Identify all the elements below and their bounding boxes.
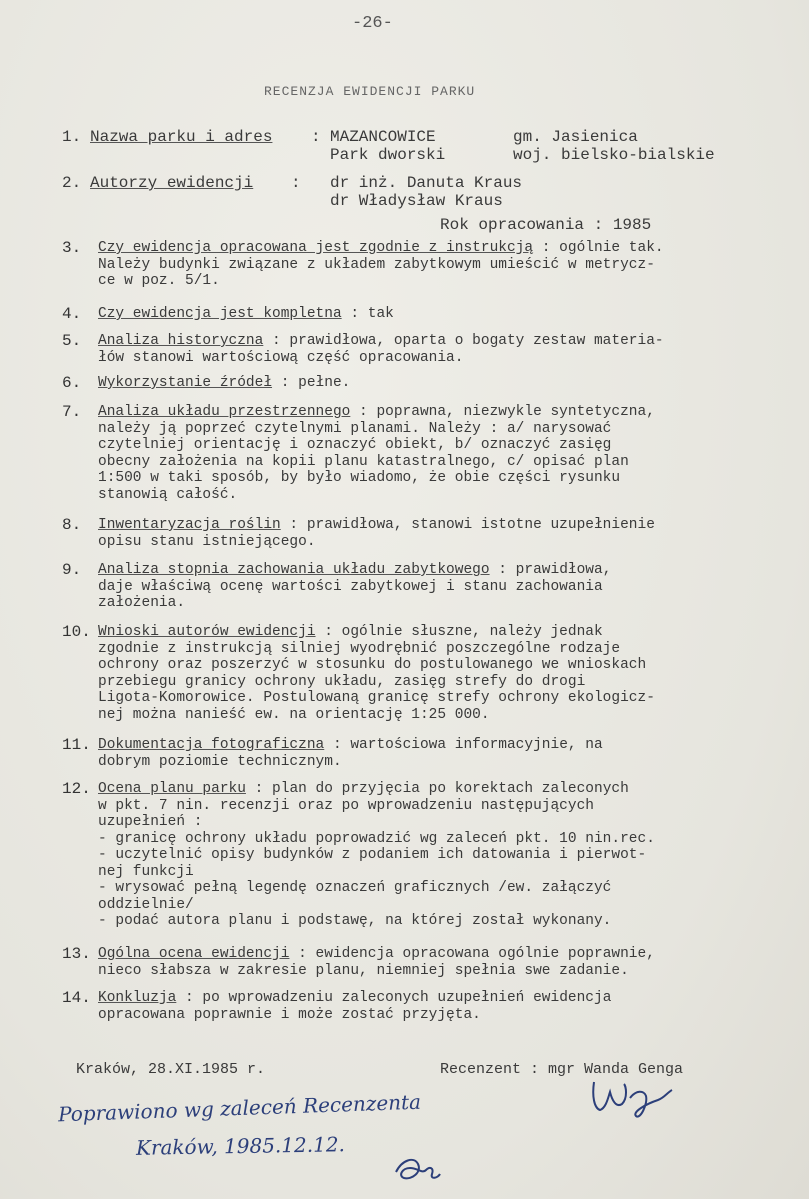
item-13-number: 13. (62, 945, 91, 963)
handwritten-note-line-1: Poprawiono wg zaleceń Recenzenta (57, 1089, 422, 1127)
item-11-text: : wartościowa informacyjnie, na dobrym poziomie technicznym. (98, 737, 603, 770)
item-8-text: : prawidłowa, stanowi istotne uzupełnienie opisu stanu istniejącego. (98, 517, 655, 550)
item-3 (62, 240, 802, 290)
item-11 (62, 737, 802, 770)
item-2-separator: : (291, 174, 301, 192)
item-3-text: : ogólnie tak. Należy budynki związane z układem zabytkowym umieścić w metrycz- ce w poz. 5/1. (98, 240, 664, 289)
item-3-number: 3. (62, 239, 82, 257)
item-14-text: : po wprowadzeniu zaleconych uzupełnień ewidencja opracowana poprawnie i może zostać przyjęta. (98, 990, 612, 1023)
item-4 (62, 306, 802, 323)
item-4-label: Czy ewidencja jest kompletna (98, 306, 342, 322)
item-9-number: 9. (62, 561, 82, 579)
item-10-label: Wnioski autorów ewidencji (98, 624, 316, 640)
year-line: Rok opracowania : 1985 (440, 216, 652, 234)
item-7-label: Analiza układu przestrzennego (98, 404, 351, 420)
item-11-number: 11. (62, 736, 91, 754)
item-13-label: Ogólna ocena ewidencji (98, 946, 290, 962)
item-13-text: : ewidencja opracowana ogólnie poprawnie, nieco słabsza w zakresie planu, niemniej spełnia swe zadanie. (98, 946, 655, 979)
page-number: -26- (352, 14, 393, 33)
park-type: Park dworski (330, 146, 446, 164)
item-4-number: 4. (62, 305, 82, 323)
park-name: MAZANCOWICE (330, 128, 436, 146)
item-1-label: Nazwa parku i adres (90, 128, 273, 146)
item-7 (62, 404, 802, 503)
item-7-text: : poprawna, niezwykle syntetyczna, należy ją poprzeć czytelnymi planami. Należy : a/ narysować czytelniej orientację i oznaczyć obiekt, b/ oznaczyć zasięg obecny założenia na kopii planu katastralnego, c/ opisać plan 1:500 w taki sposób, by było wiadomo, że obie części rysunku stanowią całość. (98, 404, 655, 503)
item-5-number: 5. (62, 332, 82, 350)
item-9-text: : prawidłowa, daje właściwą ocenę wartości zabytkowej i stanu zachowania założenia. (98, 562, 612, 611)
item-12-label: Ocena planu parku (98, 781, 246, 797)
reviewer-signature-mark (588, 1076, 678, 1126)
gmina: gm. Jasienica (513, 128, 638, 146)
item-1-number: 1. (62, 128, 82, 146)
item-14-label: Konkluzja (98, 990, 177, 1006)
item-2-number: 2. (62, 174, 82, 192)
item-12-number: 12. (62, 780, 91, 798)
item-8-label: Inwentaryzacja roślin (98, 517, 281, 533)
item-5 (62, 333, 802, 366)
item-11-label: Dokumentacja fotograficzna (98, 737, 325, 753)
item-10-text: : ogólnie słuszne, należy jednak zgodnie z instrukcją silniej wyodrębnić poszczególne rodzaje ochrony oraz poszerzyć w stosunku do postulowanego we wnioskach przebiegu granicy ochrony układu, zasięg strefy do drogi Ligota-Komorowice. Postulowaną granicę strefy ochrony ekologicz- nej można nanieść ew. na orientację 1:25 000. (98, 624, 655, 723)
document-title: RECENZJA EWIDENCJI PARKU (264, 84, 476, 99)
item-9 (62, 562, 802, 612)
item-10-number: 10. (62, 623, 91, 641)
wojewodztwo: woj. bielsko-bialskie (513, 146, 715, 164)
item-2-label: Autorzy ewidencji (90, 174, 254, 192)
item-6 (62, 375, 802, 392)
item-4-text: : tak (341, 306, 394, 322)
item-3-label: Czy ewidencja opracowana jest zgodnie z instrukcją (98, 240, 534, 256)
handwritten-initials-mark (392, 1150, 442, 1186)
item-13 (62, 946, 802, 979)
item-8-number: 8. (62, 516, 82, 534)
item-14 (62, 990, 802, 1023)
item-6-number: 6. (62, 374, 82, 392)
item-8 (62, 517, 802, 550)
author-2: dr Władysław Kraus (330, 192, 503, 210)
item-9-label: Analiza stopnia zachowania układu zabytkowego (98, 562, 490, 578)
item-12 (62, 781, 802, 930)
place-and-date: Kraków, 28.XI.1985 r. (76, 1061, 266, 1078)
item-6-text: : pełne. (272, 375, 351, 391)
item-10 (62, 624, 802, 723)
item-7-number: 7. (62, 403, 82, 421)
item-12-text: : plan do przyjęcia po korektach zaleconych w pkt. 7 nin. recenzji oraz po wprowadzeniu następujących uzupełnień : - granicę ochrony układu poprowadzić wg zaleceń pkt. 10 nin.rec. - uczytelnić opisy budynków z podaniem ich datowania i pierwot- nej funkcji - wrysować pełną legendę oznaczeń graficznych /ew. załączyć oddzielnie/ - podać autora planu i podstawę, na której został wykonany. (98, 781, 655, 929)
item-14-number: 14. (62, 989, 91, 1007)
author-1: dr inż. Danuta Kraus (330, 174, 523, 192)
item-5-text: : prawidłowa, oparta o bogaty zestaw materia- łów stanowi wartościową część opracowania. (98, 333, 664, 366)
item-5-label: Analiza historyczna (98, 333, 264, 349)
item-6-label: Wykorzystanie źródeł (98, 375, 273, 391)
item-1-separator: : (311, 128, 321, 146)
reviewer-line: Recenzent : mgr Wanda Genga (440, 1061, 684, 1078)
handwritten-note-line-2: Kraków, 1985.12.12. (135, 1132, 346, 1160)
